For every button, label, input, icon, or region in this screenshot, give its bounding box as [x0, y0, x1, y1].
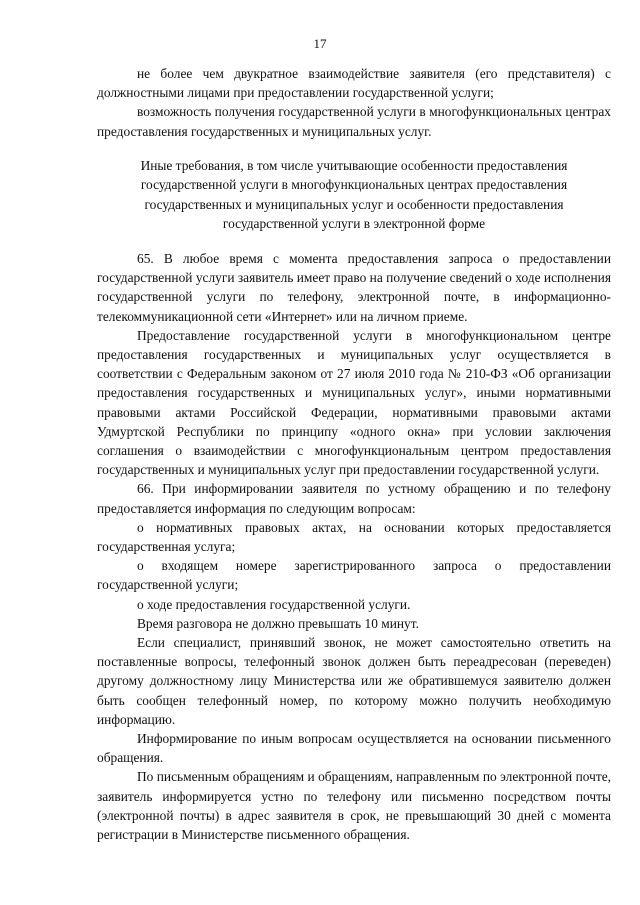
paragraph: Время разговора не должно превышать 10 минут. [137, 615, 419, 631]
paragraph: возможность получения государственной услуги в многофункциональных центрах предоставления государственных и муниципальных услуг. [97, 104, 611, 139]
main-text-block [97, 249, 611, 844]
paragraph: не более чем двукратное взаимодействие заявителя (его представителя) с должностными лицами при предоставлении государственной услуги; [97, 66, 611, 101]
heading-line: государственной услуги в электронной форме [222, 216, 486, 232]
page-number: 17 [313, 36, 327, 51]
section-heading [97, 156, 611, 234]
heading-line: государственных и муниципальных услуг и особенности предоставления [144, 196, 564, 212]
paragraph: о входящем номере зарегистрированного запроса о предоставлении государственной услуги; [97, 558, 611, 593]
paragraph-66: 66. При информировании заявителя по устному обращению и по телефону предоставляется информация по следующим вопросам: [97, 481, 611, 516]
paragraph: Информирование по иным вопросам осуществляется на основании письменного обращения. [97, 731, 611, 766]
paragraph-65: 65. В любое время с момента предоставления запроса о предоставлении государственной услуги заявитель имеет право на получение сведений о ходе исполнения государственной услуги по телефону, электронной почте, в информационно-телекоммуникационной сети «Интернет» или на личном приеме. [97, 251, 611, 324]
paragraph: По письменным обращениям и обращениям, направленным по электронной почте, заявитель информируется устно по телефону или письменно посредством почты (электронной почты) в адрес заявителя в срок, не превышающий 30 дней с момента регистрации в Министерстве письменного обращения. [97, 769, 611, 843]
paragraph: Если специалист, принявший звонок, не может самостоятельно ответить на поставленные вопросы, телефонный звонок должен быть переадресован (переведен) другому должностному лицу Министерства или же обратившемуся заявителю должен быть сообщен телефонный номер, по которому можно получить необходимую информацию. [97, 635, 611, 727]
top-text-block [97, 64, 611, 141]
paragraph: Предоставление государственной услуги в многофункциональном центре предоставления государственных и муниципальных услуг осуществляется в соответствии с Федеральным законом от 27 июля 2010 года № 210-ФЗ «Об организации предоставления государственных и муниципальных услуг», иными нормативными правовыми актами Российской Федерации, нормативными правовыми актами Удмуртской Республики по принципу «одного окна» при условии заключения соглашения о взаимодействии с многофункциональным центром предоставления государственных и муниципальных услуг при предоставлении государственной услуги. [97, 327, 611, 478]
paragraph: о нормативных правовых актах, на основании которых предоставляется государственная услуга; [97, 519, 611, 555]
paragraph: о ходе предоставления государственной услуги. [137, 596, 411, 612]
heading-line: Иные требования, в том числе учитывающие особенности предоставления [140, 158, 568, 173]
heading-line: государственной услуги в многофункциональных центрах предоставления [140, 177, 568, 193]
